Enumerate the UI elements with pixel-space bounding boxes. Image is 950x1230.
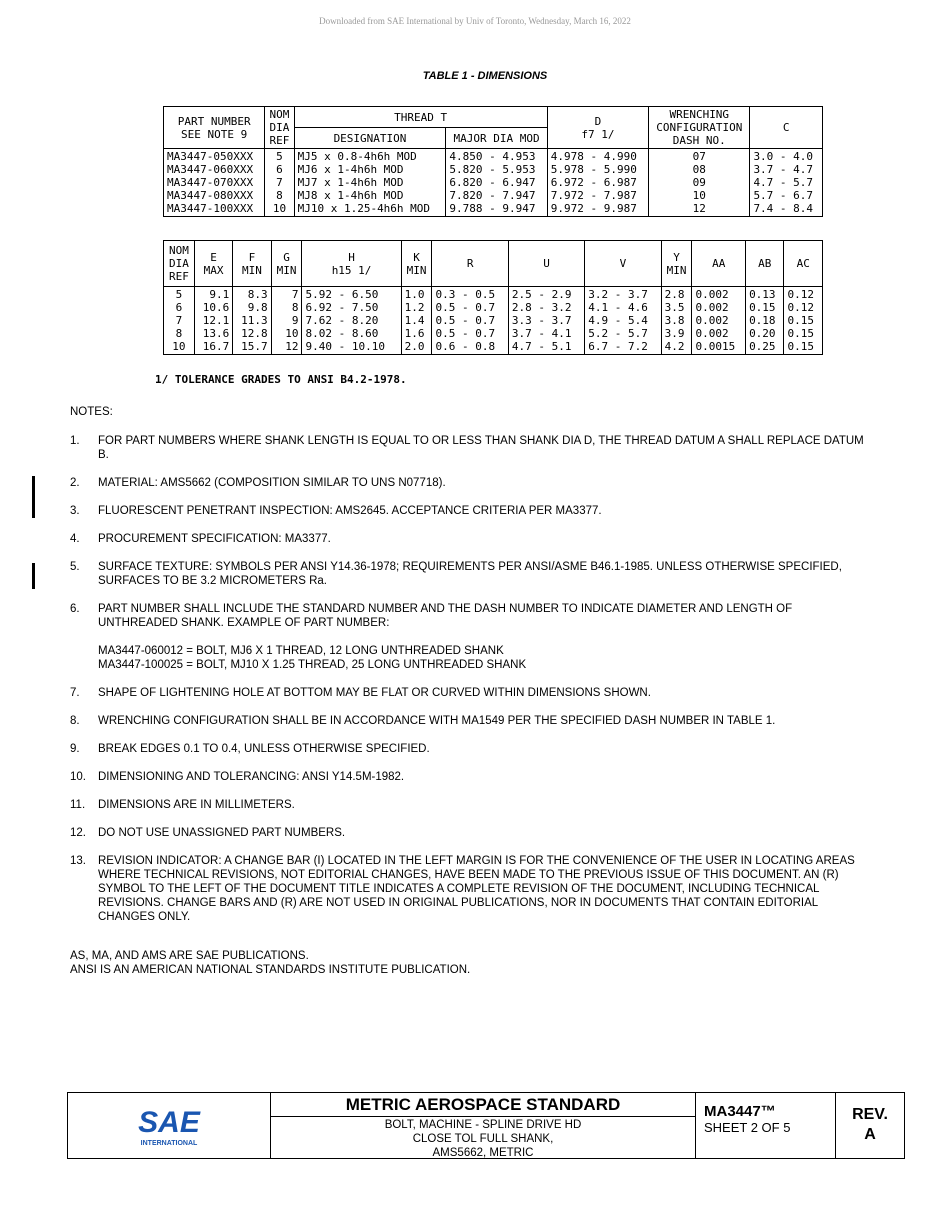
r-column: 0.3 - 0.5 0.5 - 0.7 0.5 - 0.7 0.5 - 0.7 0.6 - 0.8: [432, 287, 508, 355]
header-v: V: [585, 241, 661, 287]
header-nom: NOM DIA REF: [164, 241, 195, 287]
major-dia-column: 4.850 - 4.953 5.820 - 5.953 6.820 - 6.947 7.820 - 7.947 9.788 - 9.947: [446, 149, 547, 217]
note-item: [70, 686, 870, 700]
header-ab: AB: [746, 241, 784, 287]
note-number: 7.: [70, 687, 80, 699]
header-k: K MIN: [401, 241, 432, 287]
note-number: 4.: [70, 533, 80, 545]
revision-value: A: [864, 1126, 876, 1143]
sae-logo: [68, 1093, 271, 1158]
document-cell: [696, 1093, 836, 1158]
note-number: 11.: [70, 799, 86, 811]
note-item: [70, 602, 870, 672]
note-number: 2.: [70, 477, 80, 489]
standard-title: METRIC AEROSPACE STANDARD: [271, 1093, 695, 1117]
table-title: TABLE 1 - DIMENSIONS: [422, 70, 548, 82]
note-number: 6.: [70, 603, 80, 615]
u-column: 2.5 - 2.9 2.8 - 3.2 3.3 - 3.7 3.7 - 4.1 4.7 - 5.1: [508, 287, 584, 355]
note-text-with-example: [98, 602, 870, 672]
dimensions-table-1: [163, 106, 823, 217]
download-watermark: Downloaded from SAE International by Univ of Toronto, Wednesday, March 16, 2022: [319, 16, 631, 26]
notes-list: [70, 434, 870, 938]
note-text: FLUORESCENT PENETRANT INSPECTION: AMS2645. ACCEPTANCE CRITERIA PER MA3377.: [98, 505, 602, 517]
nom-column: 5 6 7 8 10: [164, 287, 195, 355]
dimensions-table-2: [163, 240, 823, 355]
note-item: [70, 826, 870, 840]
note-text: DO NOT USE UNASSIGNED PART NUMBERS.: [98, 827, 346, 839]
document-number: MA3447™: [704, 1103, 776, 1120]
note-text: PART NUMBER SHALL INCLUDE THE STANDARD NUMBER AND THE DASH NUMBER TO INDICATE DIAMETER AND LENGTH OF UNTHREADED SHANK. EXAMPLE OF PART NUMBER:: [98, 603, 793, 629]
note-number: 10.: [70, 771, 86, 783]
header-e: E MAX: [194, 241, 232, 287]
example-line: MA3447-060012 = BOLT, MJ6 X 1 THREAD, 12 LONG UNTHREADED SHANK: [98, 645, 504, 657]
revision-label: REV.: [852, 1106, 888, 1123]
header-h: H h15 1/: [302, 241, 401, 287]
part-number-column: MA3447-050XXX MA3447-060XXX MA3447-070XXX MA3447-080XXX MA3447-100XXX: [164, 149, 265, 217]
note-number: 5.: [70, 561, 80, 573]
note-number: 9.: [70, 743, 80, 755]
note-number: 12.: [70, 827, 86, 839]
header-major-dia: MAJOR DIA MOD: [446, 128, 547, 149]
header-wrenching: WRENCHING CONFIGURATION DASH NO.: [649, 107, 750, 149]
header-designation: DESIGNATION: [294, 128, 446, 149]
header-d: D f7 1/: [547, 107, 648, 149]
nom-dia-column: 5 6 7 8 10: [265, 149, 294, 217]
title-cell: [271, 1093, 696, 1158]
revision-cell: [836, 1093, 904, 1158]
title-block: [67, 1092, 905, 1159]
note-number: 8.: [70, 715, 80, 727]
logo-subtext: INTERNATIONAL: [140, 1139, 198, 1147]
header-thread-t: THREAD T: [294, 107, 547, 128]
v-column: 3.2 - 3.7 4.1 - 4.6 4.9 - 5.4 5.2 - 5.7 6.7 - 7.2: [585, 287, 661, 355]
header-y: Y MIN: [661, 241, 692, 287]
part-description: BOLT, MACHINE - SPLINE DRIVE HD CLOSE TOL FULL SHANK, AMS5662, METRIC: [384, 1119, 582, 1159]
e-column: 9.1 10.6 12.1 13.6 16.7: [194, 287, 232, 355]
publication-line: ANSI IS AN AMERICAN NATIONAL STANDARDS INSTITUTE PUBLICATION.: [70, 964, 471, 976]
header-nom-dia-ref: NOM DIA REF: [265, 107, 294, 149]
note-number: 13.: [70, 855, 86, 867]
header-c: C: [750, 107, 823, 149]
f-column: 8.3 9.8 11.3 12.8 15.7: [233, 287, 271, 355]
note-item: [70, 532, 870, 546]
note-item: [70, 560, 870, 588]
note-item: [70, 770, 870, 784]
note-item: [70, 742, 870, 756]
logo-text: SAE: [138, 1105, 200, 1139]
note-text: SHAPE OF LIGHTENING HOLE AT BOTTOM MAY BE FLAT OR CURVED WITHIN DIMENSIONS SHOWN.: [98, 687, 651, 699]
wrenching-column: 07 08 09 10 12: [649, 149, 750, 217]
note-item: [70, 434, 870, 462]
note-text: MATERIAL: AMS5662 (COMPOSITION SIMILAR TO UNS N07718).: [98, 477, 446, 489]
note-text: WRENCHING CONFIGURATION SHALL BE IN ACCORDANCE WITH MA1549 PER THE SPECIFIED DASH NUMBER IN TABLE 1.: [98, 715, 776, 727]
publication-line: AS, MA, AND AMS ARE SAE PUBLICATIONS.: [70, 950, 309, 962]
tolerance-footnote: 1/ TOLERANCE GRADES TO ANSI B4.2-1978.: [155, 373, 407, 386]
change-bar: [32, 563, 35, 589]
header-u: U: [508, 241, 584, 287]
header-part-number: PART NUMBER SEE NOTE 9: [164, 107, 265, 149]
note-number: 1.: [70, 435, 80, 447]
change-bar: [32, 476, 35, 518]
part-number-example: [98, 644, 870, 672]
note-number: 3.: [70, 505, 80, 517]
ac-column: 0.12 0.12 0.15 0.15 0.15: [784, 287, 823, 355]
note-text: DIMENSIONS ARE IN MILLIMETERS.: [98, 799, 295, 811]
k-column: 1.0 1.2 1.4 1.6 2.0: [401, 287, 432, 355]
note-text: BREAK EDGES 0.1 TO 0.4, UNLESS OTHERWISE SPECIFIED.: [98, 743, 430, 755]
h-column: 5.92 - 6.50 6.92 - 7.50 7.62 - 8.20 8.02 - 8.60 9.40 - 10.10: [302, 287, 401, 355]
note-text: REVISION INDICATOR: A CHANGE BAR (I) LOCATED IN THE LEFT MARGIN IS FOR THE CONVENIENCE OF THE USER IN LOCATING AREAS WHERE TECHNICAL REVISIONS, NOT EDITORIAL CHANGES, HAVE BEEN MADE TO THE PREVIOUS ISSUE OF THIS DOCUMENT. AN (R) SYMBOL TO THE LEFT OF THE DOCUMENT TITLE INDICATES A COMPLETE REVISION OF THE DOCUMENT, INCLUDING TECHNICAL REVISIONS. CHANGE BARS AND (R) ARE NOT USED IN ORIGINAL PUBLICATIONS, NOR IN DOCUMENTS THAT CONTAIN EDITORIAL CHANGES ONLY.: [98, 855, 855, 923]
notes-heading: NOTES:: [70, 406, 113, 418]
header-ac: AC: [784, 241, 823, 287]
note-item: [70, 854, 870, 924]
header-aa: AA: [692, 241, 746, 287]
example-line: MA3447-100025 = BOLT, MJ10 X 1.25 THREAD, 25 LONG UNTHREADED SHANK: [98, 659, 527, 671]
header-g: G MIN: [271, 241, 302, 287]
note-text: PROCUREMENT SPECIFICATION: MA3377.: [98, 533, 331, 545]
g-column: 7 8 9 10 12: [271, 287, 302, 355]
d-column: 4.978 - 4.990 5.978 - 5.990 6.972 - 6.987 7.972 - 7.987 9.972 - 9.987: [547, 149, 648, 217]
sheet-number: SHEET 2 OF 5: [704, 1120, 791, 1135]
sae-logo-icon: [134, 1104, 204, 1148]
note-item: [70, 504, 870, 518]
y-column: 2.8 3.5 3.8 3.9 4.2: [661, 287, 692, 355]
aa-column: 0.002 0.002 0.002 0.002 0.0015: [692, 287, 746, 355]
header-f: F MIN: [233, 241, 271, 287]
note-text: FOR PART NUMBERS WHERE SHANK LENGTH IS EQUAL TO OR LESS THAN SHANK DIA D, THE THREAD DATUM A SHALL REPLACE DATUM B.: [98, 435, 864, 461]
note-item: [70, 714, 870, 728]
ab-column: 0.13 0.15 0.18 0.20 0.25: [746, 287, 784, 355]
designation-column: MJ5 x 0.8-4h6h MOD MJ6 x 1-4h6h MOD MJ7 x 1-4h6h MOD MJ8 x 1-4h6h MOD MJ10 x 1.25-4h6h MOD: [294, 149, 446, 217]
note-item: [70, 798, 870, 812]
note-text: SURFACE TEXTURE: SYMBOLS PER ANSI Y14.36-1978; REQUIREMENTS PER ANSI/ASME B46.1-1985. UNLESS OTHERWISE SPECIFIED, SURFACES TO BE 3.2 MICROMETERS Ra.: [98, 561, 842, 587]
note-item: [70, 476, 870, 490]
note-text: DIMENSIONING AND TOLERANCING: ANSI Y14.5M-1982.: [98, 771, 405, 783]
publication-notice: [70, 949, 470, 977]
c-column: 3.0 - 4.0 3.7 - 4.7 4.7 - 5.7 5.7 - 6.7 7.4 - 8.4: [750, 149, 823, 217]
header-r: R: [432, 241, 508, 287]
